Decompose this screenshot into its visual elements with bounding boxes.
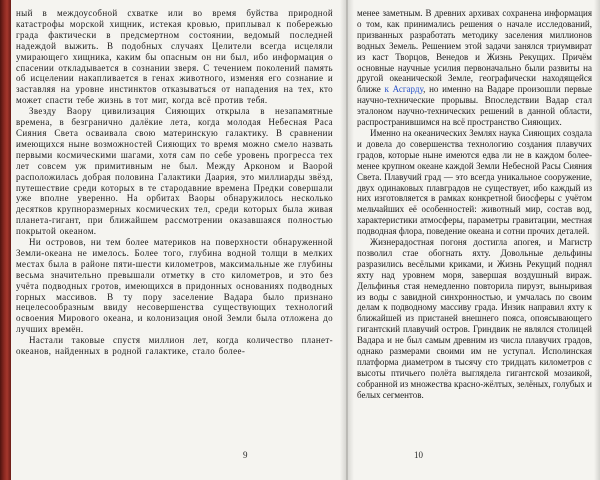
left-page[interactable] xyxy=(16,8,333,450)
paragraph: Звезду Ваору цивилизация Сияющих открыла в незапамятные времена, в безгранично далёкие лета, когда молодая Небесная Раса Сияния Света осваивала свою материнскую галактику. В сравнении имеющихся ныне возможностей Сияющих то время можно смело назвать первыми космическими шагами, хотя сам по себе уровень прогресса тех лет совсем уж примитивным не был. Между Арконом и Ваорой расположилась добрая половина Галактики Даария, это миллиарды звёзд, путешествие среди которых в те стародавние времена Предки совершали уже вполне уверенно. На орбитах Ваоры обнаружилось несколько десятков крупноразмерных космических тел, среди которых была живая планета-гигант, при ближайшем рассмотрении оказавшаяся полностью покрытой океаном. xyxy=(16,106,333,237)
paragraph: Жизнерадостная погоня достигла апогея, и Магистр позволил стае обогнать яхту. Довольные дельфины разразились весёлыми криками, и Жизнь Рекущий поднял яхту над уровнем моря, завершая воздушный вираж. Дельфинья стая немедленно повторила пируэт, выныривая из воды с завидной синхронностью, и умчалась по своим делам к подводному массиву града. Инзик направил яхту к ближайшей из пристаней внешнего пояса, опоясывающего гигантский плавучий остров. Гриндвик не являлся столицей Вадара и не был самым древним из числа плавучих градов, однако размерами своими им не уступал. Исполинская платформа диаметром в тысячу сто тридцать километров с высоты птичьего полёта выглядела гигантской мозаикой, собранной из множества красно-жёлтых, зелёных, голубых и белых сегментов. xyxy=(357,237,592,400)
paragraph xyxy=(357,8,592,128)
page-number-left: 9 xyxy=(243,450,248,460)
paragraph: Настали таковые спустя миллион лет, когда количество планет-океанов, найденных в родной галактике, стало более- xyxy=(16,335,333,357)
asgard-link[interactable]: к Асгарду xyxy=(384,84,424,95)
paragraph: Ни островов, ни тем более материков на поверхности обнаруженной Земли-океана не имелось. Более того, глубина водной толщи в мелких местах была в районе пяти-шести километров, максимальные же глубины весьма значительно превышали отметку в сто километров, и это без учёта подводных гротов, имеющихся в придонных основаниях подводных горных массивов. В ту пору заселение Вадара было признано нецелесообразным ввиду несовершенства существующих технологий освоения Мирового океана, и колонизация оной Земли была отложена до лучших времён. xyxy=(16,237,333,335)
paragraph: Именно на океанических Землях наука Сияющих создала и довела до совершенства технологию создания плавучих градов, которые ныне имеются едва ли не в каждом более-менее крупном океане каждой Земли Небесной Расы Сияния Света. Плавучий град — это всегда уникальное сооружение, двух одинаковых плавградов не существует, ибо каждый из них изготовляется в рамках конкретной биосферы с учётом мельчайших её особенностей: животный мир, состав вод, характеристики атмосферы, параметры гравитации, местная подводная флора, поведение океана и сотни прочих деталей. xyxy=(357,127,592,237)
paragraph: ный в междоусобной схватке или во время буйства природной катастрофы морской хищник, истекая кровью, приплывал к побережью града фактически в предсмертном состоянии, ведомый последней надеждой выжить. В подобных случаях Целители всегда исцеляли умирающего хищника, каким бы опасным он ни был, ибо информация о спасении откладывается в сознании зверя. С течением поколений память об исцелении накапливается в генах животного, изменяя его сознание и заставляя на уровне инстинктов отказываться от нападения на тех, кто может спасти тебе жизнь в тот миг, когда всё против тебя. xyxy=(16,8,333,106)
paragraph-text: , но именно на Вадаре произошли первые научно-технические прорывы. Впоследствии Вадар стал эталоном научно-технических решений в данной области, распространившимся на всё пространство Сияющих. xyxy=(357,84,592,128)
page-number-right: 10 xyxy=(414,450,423,460)
page-edge-shadow xyxy=(594,0,600,480)
right-page[interactable] xyxy=(357,8,592,450)
page-gutter xyxy=(340,0,354,480)
book-spine xyxy=(0,0,11,480)
paragraph-text: менее заметным. В древних архивах сохранена информация о том, как принимались решения о начале исследований, призванных разработать методику заселения миллионов водных Земель. Решением этой задачи занялся триумвират из каст Творцов, Венедов и Жизнь Рекущих. Причём основные научные усилия первоначально были развиты на другой океанической Земле, географически находящейся ближе xyxy=(357,8,592,95)
